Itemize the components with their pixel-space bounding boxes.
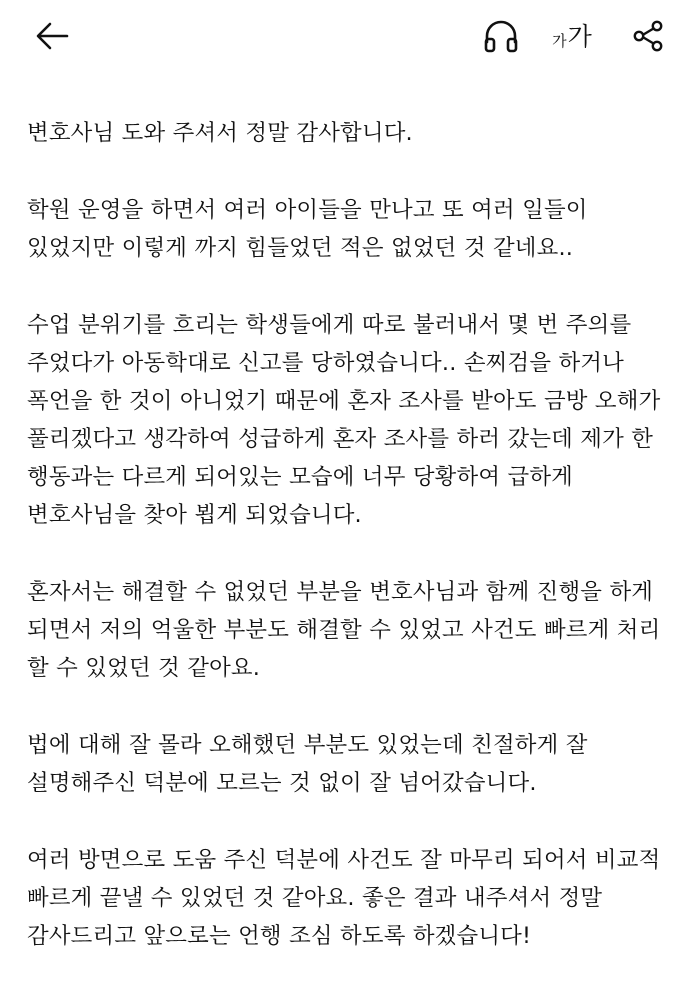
article-paragraph: 수업 분위기를 흐리는 학생들에게 따로 불러내서 몇 번 주의를 주었다가 아동학대로 신고를 당하였습니다.. 손찌검을 하거나 폭언을 한 것이 아니었기 때문에 혼자 조사를 받아도 금방 오해가 풀리겠다고 생각하여 성급하게 혼자 조사를 하러 갔는데 제가 한 행동과는 다르게 되어있는 모습에 너무 당황하여 급하게 변호사님을 찾아 뵙게 되었습니다. [27,312,661,528]
listen-button[interactable] [476,12,526,60]
font-size-button[interactable] [544,12,600,60]
article-paragraph: 변호사님 도와 주셔서 정말 감사합니다. [27,120,413,146]
back-button[interactable] [26,12,78,60]
headphones-icon [482,18,520,54]
article-paragraph: 법에 대해 잘 몰라 오해했던 부분도 있었는데 친절하게 잘 설명해주신 덕분에 모르는 것 없이 잘 넘어갔습니다. [27,732,588,796]
top-toolbar [0,0,700,72]
article-body [27,114,687,994]
font-size-large-label: 가 [567,21,592,51]
article-paragraph: 학원 운영을 하면서 여러 아이들을 만나고 또 여러 일들이 있었지만 이렇게 까지 힘들었던 적은 없었던 것 같네요.. [27,197,588,261]
share-button[interactable] [624,12,672,60]
article-paragraph: 혼자서는 해결할 수 없었던 부분을 변호사님과 함께 진행을 하게 되면서 저의 억울한 부분도 해결할 수 있었고 사건도 빠르게 처리 할 수 있었던 것 같아요. [27,579,661,681]
font-size-small-label: 가 [552,31,567,50]
article-paragraph: 여러 방면으로 도움 주신 덕분에 사건도 잘 마무리 되어서 비교적 빠르게 끝낼 수 있었던 것 같아요. 좋은 결과 내주셔서 정말 감사드리고 앞으로는 언행 조심 하도록 하겠습니다! [27,847,661,949]
arrow-left-icon [35,21,69,51]
share-icon [631,19,665,53]
